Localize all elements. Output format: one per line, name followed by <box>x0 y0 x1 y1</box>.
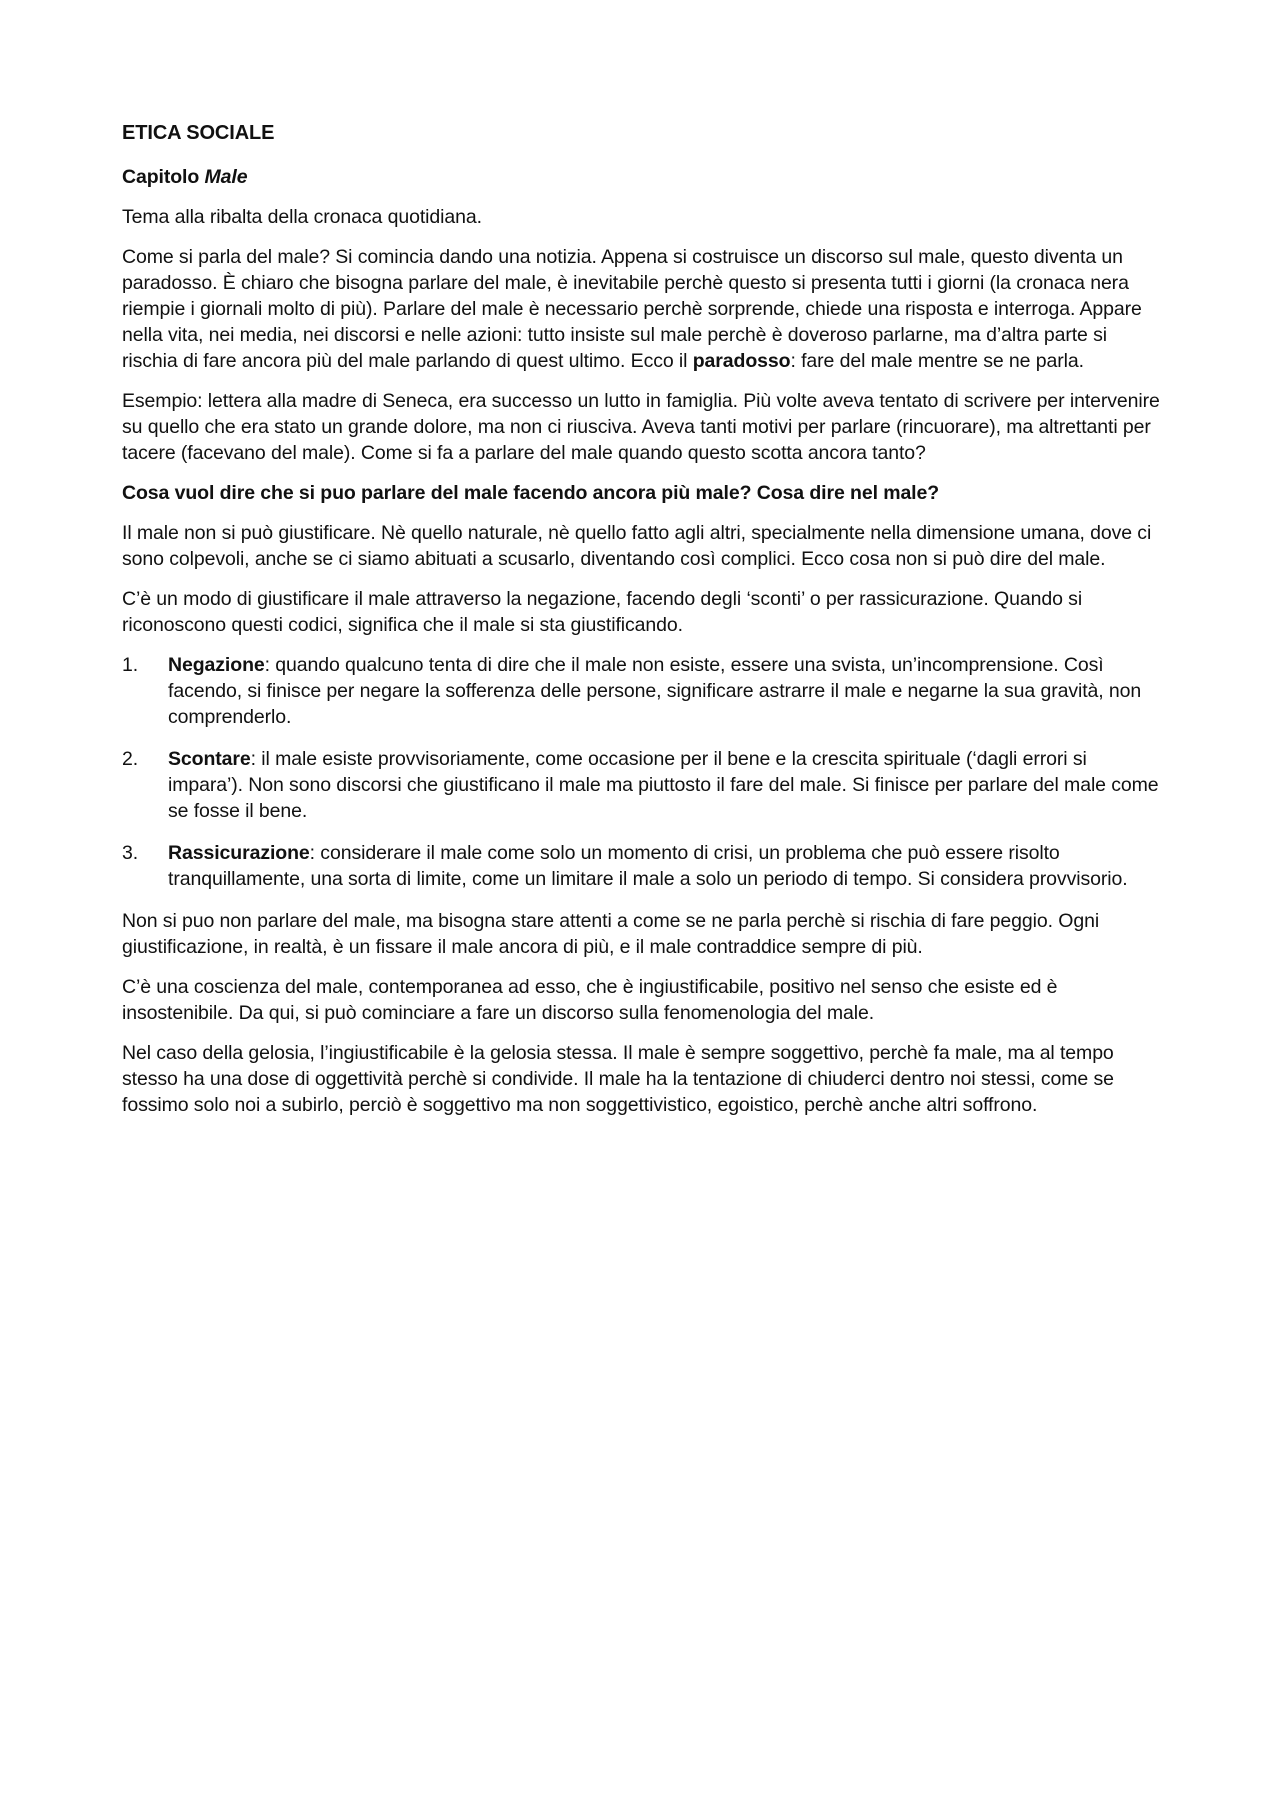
list-term: Negazione <box>168 654 265 676</box>
paragraph-attention: Non si puo non parlare del male, ma bisogna stare attenti a come se ne parla perchè si rischia di fare peggio. Ogni giustificazione, in realtà, è un fissare il male ancora di più, e il male contraddice sempre di più. <box>122 910 1100 958</box>
list-text: : quando qualcuno tenta di dire che il male non esiste, essere una svista, un’incomprensione. Così facendo, si finisce per negare la sofferenza delle persone, significare astrarre il male e negarne la sua gravità, non comprenderlo. <box>168 654 1142 728</box>
chapter-heading <box>122 164 1162 190</box>
paragraph-paradox-text: Come si parla del male? Si comincia dando una notizia. Appena si costruisce un discorso sul male, questo diventa un paradosso. È chiaro che bisogna parlare del male, è inevitabile perchè questo si presenta tutti i giorni (la cronaca nera riempie i giornali molto di più). Parlare del male è necessario perchè sorprende, chiede una risposta e interroga. Appare nella vita, nei media, nei discorsi e nelle azioni: tutto insiste sul male perchè è doveroso parlarne, ma d’altra parte si rischia di fare ancora più del male parlando di quest ultimo. Ecco il <box>122 246 1142 372</box>
list-term: Scontare <box>168 748 251 770</box>
list-number: 3. <box>122 842 139 864</box>
list-item-negazione <box>122 652 1162 730</box>
list-text: : considerare il male come solo un momento di crisi, un problema che può essere risolto tranquillamente, una sorta di limite, come un limitare il male a solo un periodo di tempo. Si considera provvisorio. <box>168 842 1128 890</box>
document-title: ETICA SOCIALE <box>122 122 275 144</box>
paragraph-conscience: C’è una coscienza del male, contemporanea ad esso, che è ingiustificabile, positivo nel senso che esiste ed è insostenibile. Da qui, si può cominciare a fare un discorso sulla fenomenologia del male. <box>122 976 1058 1024</box>
list-number: 1. <box>122 654 139 676</box>
list-term: Rassicurazione <box>168 842 310 864</box>
list-text: : il male esiste provvisoriamente, come occasione per il bene e la crescita spirituale (‘dagli errori si impara’). Non sono discorsi che giustificano il male ma piuttosto il fare del male. Si finisce per parlare del male come se fosse il bene. <box>168 748 1159 822</box>
chapter-name: Male <box>204 166 248 188</box>
paragraph-jealousy: Nel caso della gelosia, l’ingiustificabile è la gelosia stessa. Il male è sempre soggettivo, perchè fa male, ma al tempo stesso ha una dose di oggettività perchè si condivide. Il male ha la tentazione di chiuderci dentro noi stessi, come se fossimo solo noi a subirlo, perciò è soggettivo ma non soggettivistico, egoistico, perchè anche altri soffrono. <box>122 1042 1114 1116</box>
paragraph-justification-codes: C’è un modo di giustificare il male attraverso la negazione, facendo degli ‘sconti’ o per rassicurazione. Quando si riconoscono questi codici, significa che il male si sta giustificando. <box>122 588 1083 636</box>
list-item-scontare <box>122 746 1162 824</box>
document-page <box>122 120 1162 1132</box>
paragraph-seneca-example: Esempio: lettera alla madre di Seneca, era successo un lutto in famiglia. Più volte aveva tentato di scrivere per intervenire su quello che era stato un grande dolore, ma non ci riusciva. Aveva tanti motivi per parlare (rincuorare), ma altrettanti per tacere (facevano del male). Come si fa a parlare del male quando questo scotta ancora tanto? <box>122 390 1160 464</box>
chapter-prefix: Capitolo <box>122 166 200 188</box>
paragraph-paradox-tail: : fare del male mentre se ne parla. <box>790 350 1084 372</box>
intro-paragraph: Tema alla ribalta della cronaca quotidiana. <box>122 206 482 228</box>
paragraph-paradox <box>122 244 1162 374</box>
paragraph-no-justification: Il male non si può giustificare. Nè quello naturale, nè quello fatto agli altri, specialmente nella dimensione umana, dove ci sono colpevoli, anche se ci siamo abituati a scusarlo, diventando così complici. Ecco cosa non si può dire del male. <box>122 522 1152 570</box>
list-item-rassicurazione <box>122 840 1162 892</box>
justification-list <box>122 652 1162 892</box>
paradox-term: paradosso <box>692 350 791 372</box>
question-heading: Cosa vuol dire che si puo parlare del male facendo ancora più male? Cosa dire nel male? <box>122 482 940 504</box>
list-number: 2. <box>122 748 139 770</box>
